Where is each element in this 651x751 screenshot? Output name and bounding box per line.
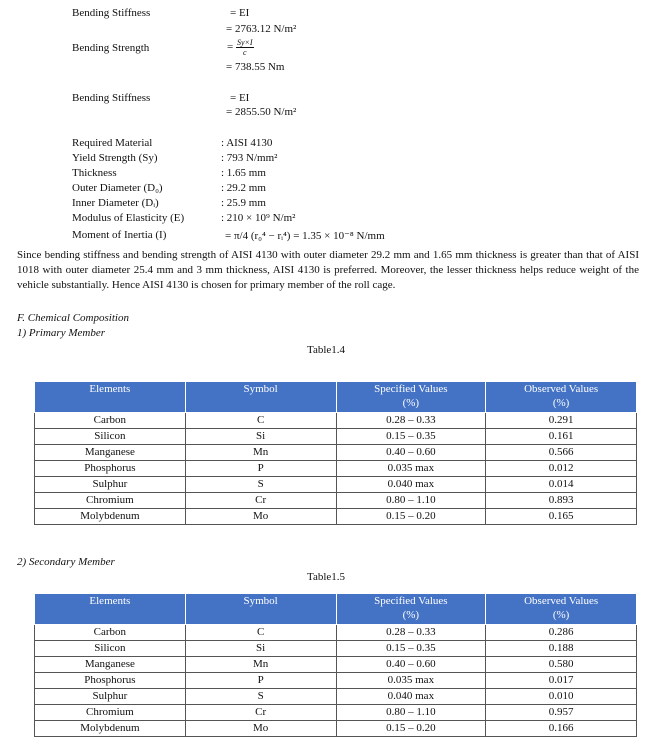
property-value: : 793 N/mm² — [221, 152, 278, 164]
section-heading: F. Chemical Composition — [17, 312, 129, 324]
column-header-label: Elements — [89, 595, 131, 607]
table-cell: Silicon — [35, 429, 186, 445]
table-cell: 0.166 — [486, 721, 637, 737]
column-header-unit: (%) — [402, 609, 420, 621]
table-cell: 0.580 — [486, 657, 637, 673]
table-cell: Chromium — [35, 493, 186, 509]
table-cell: 0.15 – 0.20 — [336, 721, 486, 737]
column-header-label: Observed Values — [524, 383, 599, 395]
table-cell: P — [185, 673, 336, 689]
table-cell: Chromium — [35, 705, 186, 721]
table-cell: 0.017 — [486, 673, 637, 689]
table-cell: S — [185, 477, 336, 493]
table-cell: 0.188 — [486, 641, 637, 657]
table-cell: 0.40 – 0.60 — [336, 445, 486, 461]
property-label: Yield Strength (Sy) — [72, 152, 158, 164]
table-cell: S — [185, 689, 336, 705]
table-cell: Sulphur — [35, 477, 186, 493]
column-header — [486, 382, 637, 413]
secondary-composition-table — [34, 593, 637, 737]
table-cell: 0.15 – 0.20 — [336, 509, 486, 525]
property-label: Required Material — [72, 137, 153, 149]
table-header-row — [35, 382, 637, 413]
table-cell: 0.035 max — [336, 461, 486, 477]
table-cell: Phosphorus — [35, 673, 186, 689]
table-row — [35, 657, 637, 673]
table-row — [35, 445, 637, 461]
column-header-label: Elements — [89, 383, 131, 395]
table-cell: Mo — [185, 721, 336, 737]
strength-label: Bending Strength — [72, 42, 150, 54]
table-row — [35, 493, 637, 509]
property-value: = π/4 (r₀⁴ − rᵢ⁴) = 1.35 × 10⁻⁸ N/mm — [225, 230, 385, 242]
table-cell: 0.40 – 0.60 — [336, 657, 486, 673]
property-value: : 29.2 mm — [221, 182, 266, 194]
table-row — [35, 641, 637, 657]
table-cell: 0.012 — [486, 461, 637, 477]
property-label: Outer Diameter (D₀) — [72, 182, 163, 194]
property-label: Inner Diameter (Dᵢ) — [72, 197, 159, 209]
table-cell: Si — [185, 641, 336, 657]
strength-formula: = $\frac{Sy\times I}{c}$ — [227, 38, 253, 57]
table-cell: 0.80 – 1.10 — [336, 705, 486, 721]
table-cell: 0.165 — [486, 509, 637, 525]
table-cell: Silicon — [35, 641, 186, 657]
column-header — [336, 594, 486, 625]
stiffness1-label: Bending Stiffness — [72, 7, 151, 19]
secondary-heading: 2) Secondary Member — [17, 556, 115, 568]
column-header-label: Symbol — [243, 383, 278, 395]
stiffness2-label: Bending Stiffness — [72, 92, 151, 104]
table-cell: 0.291 — [486, 413, 637, 429]
column-header-unit: (%) — [402, 397, 420, 409]
column-header — [35, 382, 186, 413]
table-cell: P — [185, 461, 336, 477]
property-value: : AISI 4130 — [221, 137, 273, 149]
property-label: Thickness — [72, 167, 117, 179]
property-label: Modulus of Elasticity (E) — [72, 212, 185, 224]
table-cell: 0.566 — [486, 445, 637, 461]
table-cell: 0.893 — [486, 493, 637, 509]
table-row — [35, 461, 637, 477]
table-cell: Mo — [185, 509, 336, 525]
table-cell: 0.957 — [486, 705, 637, 721]
table-cell: 0.286 — [486, 625, 637, 641]
column-header-unit: (%) — [552, 609, 570, 621]
table-cell: Cr — [185, 493, 336, 509]
table-cell: Si — [185, 429, 336, 445]
table-cell: 0.040 max — [336, 477, 486, 493]
table-cell: Phosphorus — [35, 461, 186, 477]
property-value: : 210 × 10⁹ N/m² — [221, 212, 296, 224]
strength-value: = 738.55 Nm — [226, 61, 285, 73]
primary-table-caption: Table1.4 — [307, 344, 346, 356]
table-row — [35, 625, 637, 641]
table-cell: Manganese — [35, 445, 186, 461]
table-row — [35, 721, 637, 737]
property-value: : 1.65 mm — [221, 167, 266, 179]
column-header — [336, 382, 486, 413]
column-header-label: Observed Values — [524, 595, 599, 607]
column-header-label: Specified Values — [374, 595, 448, 607]
table-row — [35, 477, 637, 493]
stiffness1-value: = 2763.12 N/m² — [226, 23, 297, 35]
property-value: : 25.9 mm — [221, 197, 266, 209]
column-header — [486, 594, 637, 625]
table-cell: 0.161 — [486, 429, 637, 445]
table-cell: Carbon — [35, 413, 186, 429]
table-cell: 0.28 – 0.33 — [336, 625, 486, 641]
table-row — [35, 413, 637, 429]
primary-composition-table — [34, 381, 637, 525]
table-cell: Sulphur — [35, 689, 186, 705]
strength-fraction: $\frac{Sy\times I}{c}$ — [236, 38, 253, 57]
table-cell: 0.014 — [486, 477, 637, 493]
stiffness1-eq: = EI — [230, 7, 250, 19]
table-cell: 0.010 — [486, 689, 637, 705]
table-row — [35, 429, 637, 445]
table-cell: 0.040 max — [336, 689, 486, 705]
table-cell: Molybdenum — [35, 509, 186, 525]
table-header-row — [35, 594, 637, 625]
primary-heading: 1) Primary Member — [17, 327, 105, 339]
table-cell: Mn — [185, 445, 336, 461]
table-cell: Cr — [185, 705, 336, 721]
secondary-table-caption: Table1.5 — [307, 571, 346, 583]
table-row — [35, 689, 637, 705]
table-cell: C — [185, 413, 336, 429]
table-row — [35, 509, 637, 525]
table-row — [35, 673, 637, 689]
table-cell: 0.28 – 0.33 — [336, 413, 486, 429]
conclusion-paragraph: Since bending stiffness and bending strength of AISI 4130 with outer diameter 29.2 mm and 1.65 mm thickness is greater than that of AISI 1018 with outer diameter 25.4 mm and 3 mm thickness, AISI 4130 is preferred. Moreover, the lesser thickness helps reduce weight of the vehicle substantially. Hence AISI 4130 is chosen for primary member of the roll cage. — [17, 249, 639, 291]
stiffness2-value: = 2855.50 N/m² — [226, 106, 297, 118]
column-header-unit: (%) — [552, 397, 570, 409]
table-cell: Manganese — [35, 657, 186, 673]
table-row — [35, 705, 637, 721]
table-cell: 0.15 – 0.35 — [336, 641, 486, 657]
column-header-label: Symbol — [243, 595, 278, 607]
stiffness2-eq: = EI — [230, 92, 250, 104]
property-label: Moment of Inertia (I) — [72, 229, 167, 241]
column-header — [35, 594, 186, 625]
table-cell: C — [185, 625, 336, 641]
column-header — [185, 594, 336, 625]
table-cell: 0.15 – 0.35 — [336, 429, 486, 445]
table-cell: 0.80 – 1.10 — [336, 493, 486, 509]
table-cell: Mn — [185, 657, 336, 673]
column-header-label: Specified Values — [374, 383, 448, 395]
column-header — [185, 382, 336, 413]
table-cell: Molybdenum — [35, 721, 186, 737]
table-cell: 0.035 max — [336, 673, 486, 689]
table-cell: Carbon — [35, 625, 186, 641]
